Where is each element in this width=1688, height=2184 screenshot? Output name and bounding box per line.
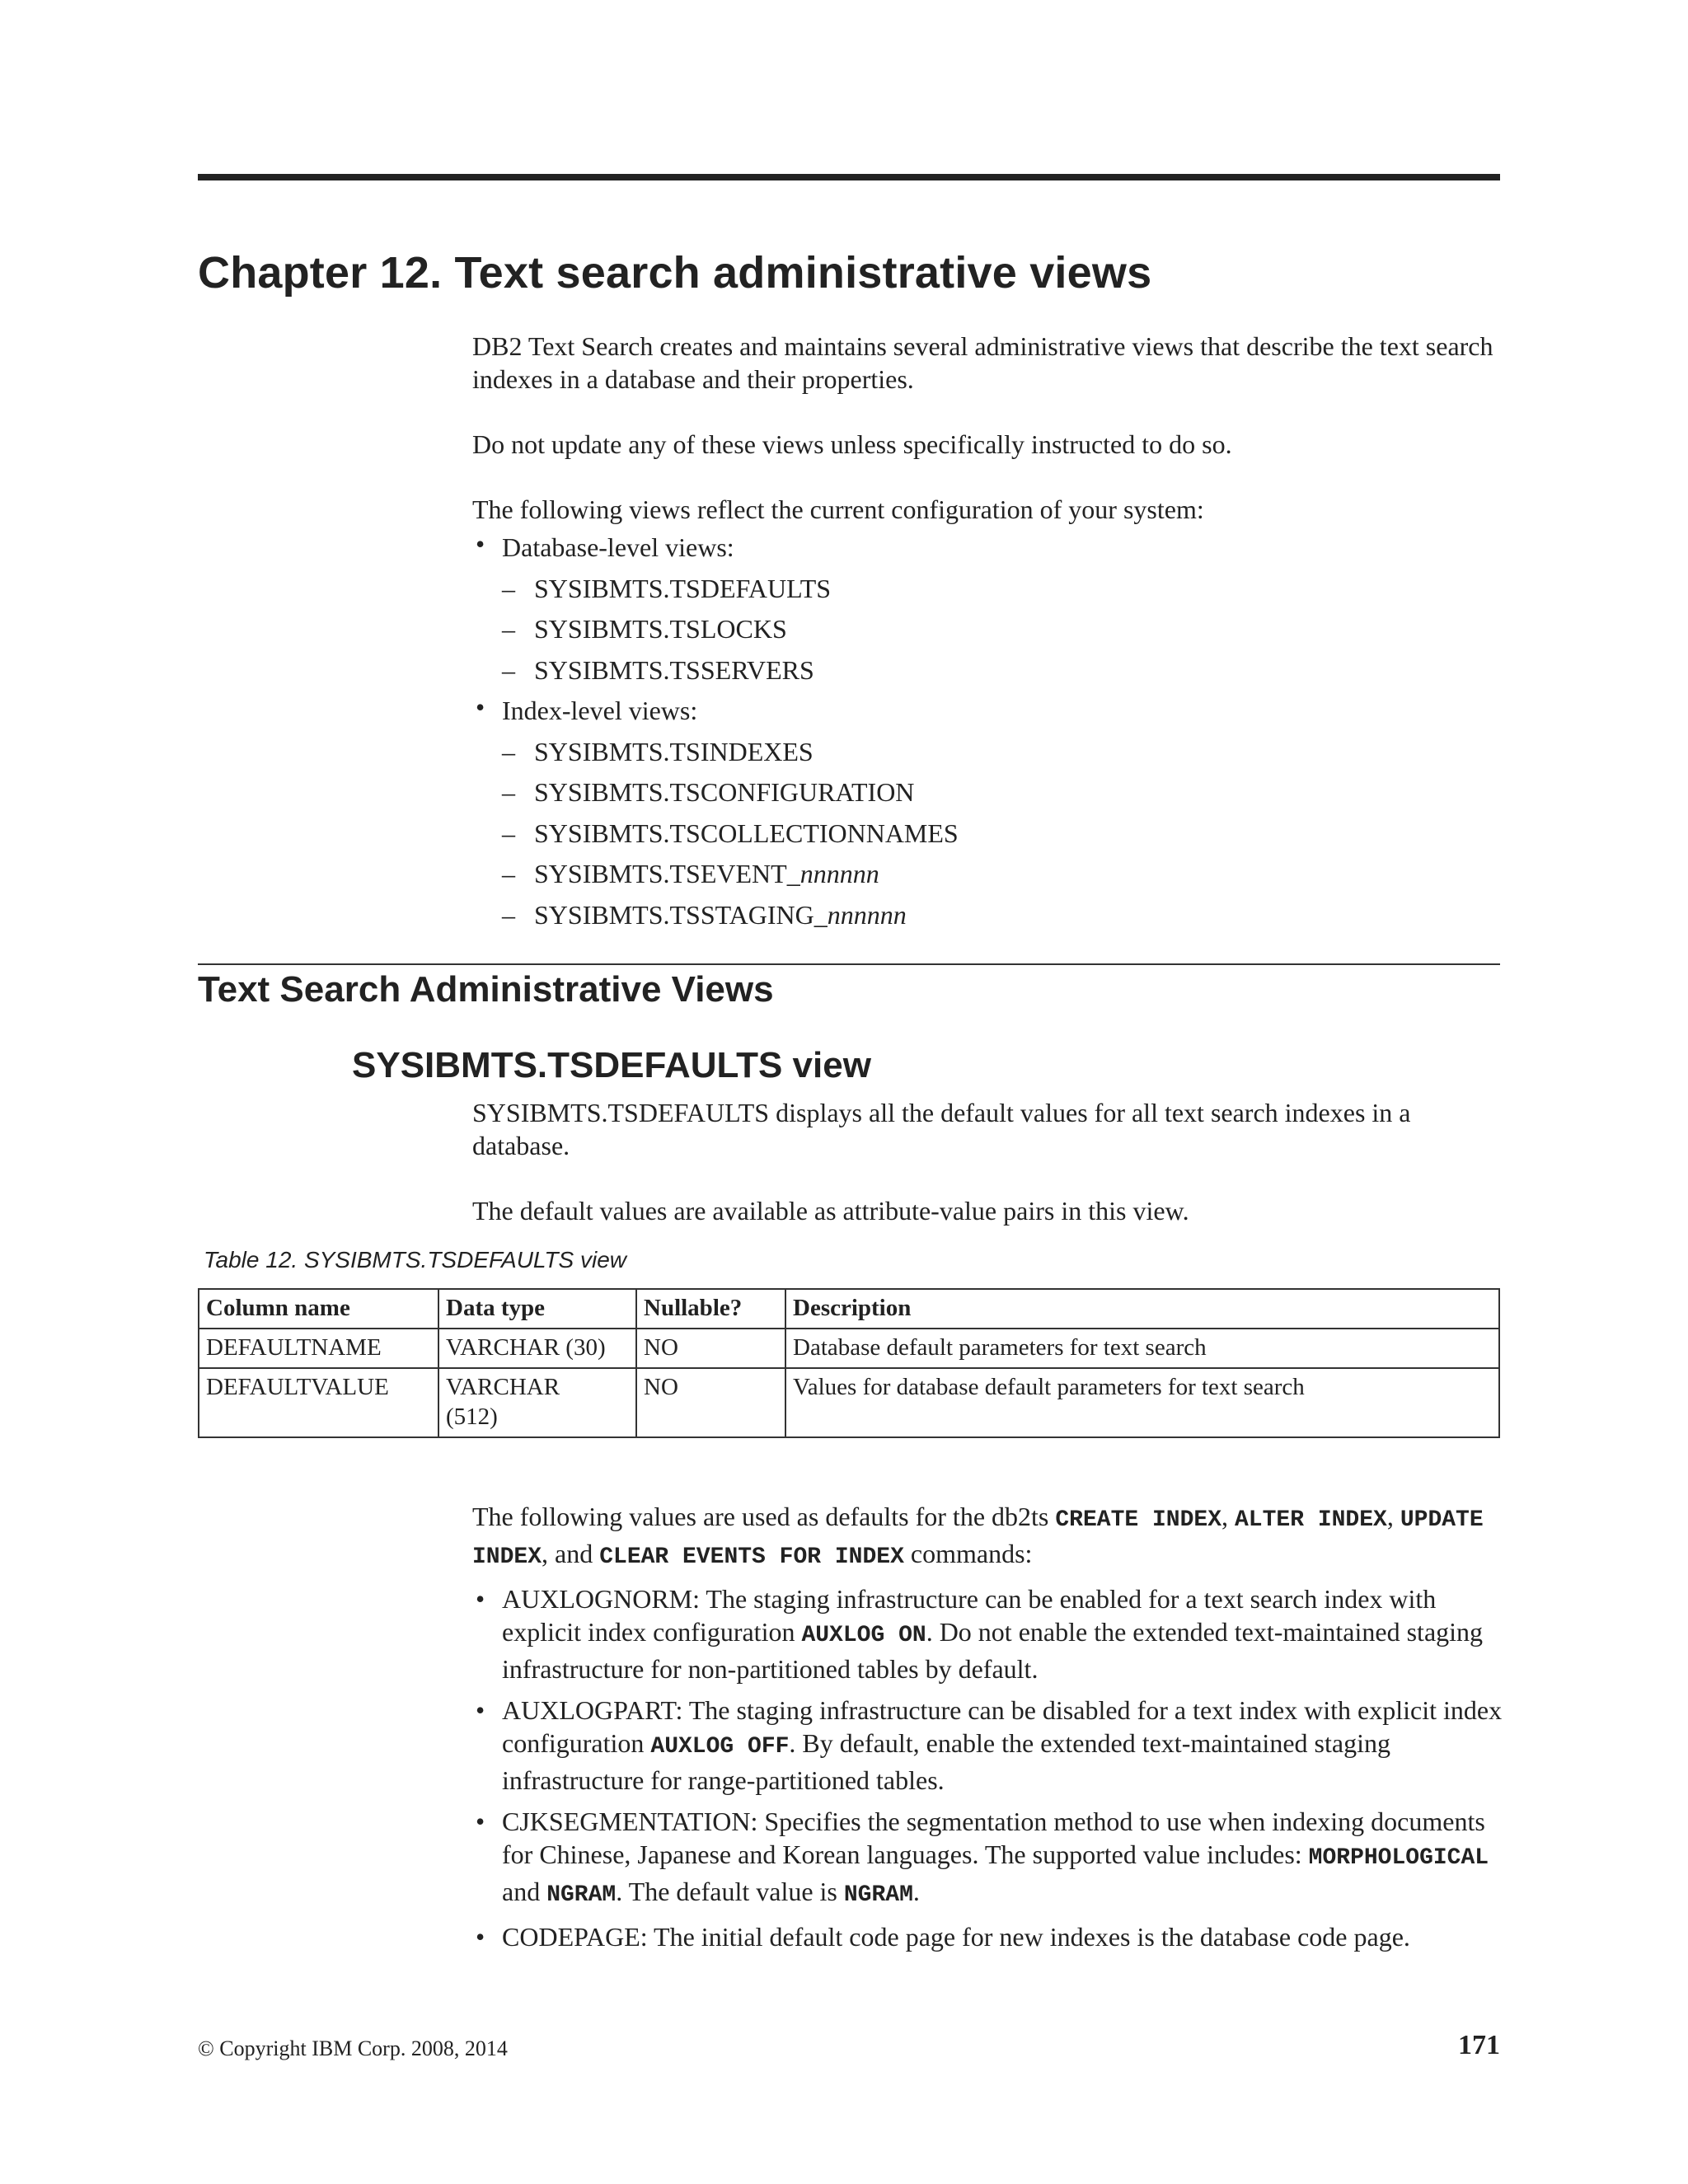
subsection-paragraph-1: SYSIBMTS.TSDEFAULTS displays all the default values for all text search indexes in a database. (472, 1098, 1411, 1160)
staging-view-suffix: nnnnnn (827, 899, 907, 930)
cjk-text: CJKSEGMENTATION: Specifies the segmentation method to use when indexing documents for Chinese, Japanese and Korean languages. The supported value includes: (502, 1807, 1485, 1869)
chapter-top-rule (198, 174, 1500, 180)
footer-page-number: 171 (1458, 2030, 1500, 2060)
view-item-staging (472, 895, 1503, 936)
auxlognorm-text: AUXLOGNORM: The staging infrastructure can be enabled for a text search index with explicit index configuration (502, 1584, 1437, 1647)
view-item: – SYSIBMTS.TSSERVERS (472, 650, 1503, 691)
command-clear-events: CLEAR EVENTS FOR INDEX (599, 1544, 904, 1570)
section-title: Text Search Administrative Views (198, 969, 774, 1010)
table-header-cell: Column name (199, 1289, 438, 1329)
chapter-title: Chapter 12. Text search administrative views (198, 248, 1152, 298)
cjk-default-text: . The default value is (616, 1877, 844, 1906)
defaults-item-codepage: • CODEPAGE: The initial default code page for new indexes is the database code page. (472, 1920, 1503, 1953)
defaults-item-auxlogpart (472, 1694, 1503, 1797)
table-cell: Values for database default parameters for text search (785, 1368, 1499, 1437)
index-views-label: • Index-level views: (502, 696, 698, 725)
table-cell: Database default parameters for text search (785, 1329, 1499, 1368)
command-create-index: CREATE INDEX (1055, 1507, 1221, 1533)
staging-view-prefix: SYSIBMTS.TSSTAGING_ (534, 899, 828, 930)
separator: , (1386, 1502, 1400, 1531)
defaults-intro-tail: commands: (903, 1539, 1033, 1568)
view-item: – SYSIBMTS.TSLOCKS (472, 609, 1503, 650)
intro-paragraph-2: Do not update any of these views unless specifically instructed to do so. (472, 429, 1232, 459)
intro-paragraph-3: The following views reflect the current configuration of your system: (472, 494, 1204, 524)
separator: , and (542, 1539, 600, 1568)
table-cell: VARCHAR (512) (438, 1368, 636, 1437)
auxlog-off-code: AUXLOG OFF (650, 1734, 790, 1760)
view-item: – SYSIBMTS.TSDEFAULTS (472, 569, 1503, 610)
command-alter-index: ALTER INDEX (1235, 1507, 1387, 1533)
defaults-intro-text: The following values are used as defaults for the db2ts (472, 1502, 1056, 1531)
defaults-intro (472, 1500, 1503, 1574)
table-row (199, 1368, 1499, 1437)
subsection-title: SYSIBMTS.TSDEFAULTS view (352, 1045, 871, 1085)
database-views-label: • Database-level views: (502, 532, 734, 562)
cjk-period: . (912, 1877, 920, 1906)
index-views-sublist (472, 732, 1503, 936)
subsection-paragraph-2: The default values are available as attribute-value pairs in this view. (472, 1196, 1189, 1226)
event-view-suffix: nnnnnn (799, 859, 879, 888)
defaults-item-auxlognorm (472, 1582, 1503, 1685)
table-header-cell: Nullable? (636, 1289, 785, 1329)
views-list-2 (472, 691, 1503, 732)
command-update-index: UPDATE INDEX (472, 1507, 1484, 1570)
subsection-intro (472, 1096, 1503, 1227)
view-item-event (472, 854, 1503, 895)
table-header-row (199, 1289, 1499, 1329)
tsdefaults-table (198, 1288, 1500, 1438)
chapter-intro (472, 330, 1503, 935)
auxlogpart-text: AUXLOGPART: The staging infrastructure can be disabled for a text index with explicit index configuration (502, 1695, 1503, 1758)
view-item: – SYSIBMTS.TSINDEXES (472, 732, 1503, 773)
table-header-cell: Description (785, 1289, 1499, 1329)
table-cell: NO (636, 1368, 785, 1437)
view-item: – SYSIBMTS.TSCOLLECTIONNAMES (472, 813, 1503, 855)
table-caption: Table 12. SYSIBMTS.TSDEFAULTS view (204, 1247, 626, 1272)
table-header-cell: Data type (438, 1289, 636, 1329)
database-views-item (472, 527, 1503, 569)
ngram-code: NGRAM (546, 1882, 617, 1908)
view-item: – SYSIBMTS.TSCONFIGURATION (472, 772, 1503, 813)
separator: , (1221, 1502, 1235, 1531)
defaults-item-cjksegmentation (472, 1805, 1503, 1912)
auxlogpart-tail: . By default, enable the extended text-maintained staging infrastructure for range-partitioned tables. (502, 1728, 1390, 1795)
defaults-section (472, 1500, 1503, 1953)
morphological-code: MORPHOLOGICAL (1308, 1845, 1489, 1871)
table-row (199, 1329, 1499, 1368)
footer-copyright: © Copyright IBM Corp. 2008, 2014 (198, 2036, 508, 2060)
event-view-prefix: SYSIBMTS.TSEVENT_ (534, 859, 800, 888)
ngram-default-code: NGRAM (843, 1882, 913, 1908)
table-cell: NO (636, 1329, 785, 1368)
auxlognorm-tail: . Do not enable the extended text-maintained staging infrastructure for non-partitioned tables by default. (502, 1617, 1484, 1684)
defaults-list (472, 1582, 1503, 1953)
table-cell: VARCHAR (30) (438, 1329, 636, 1368)
cjk-and: and (502, 1877, 547, 1906)
intro-paragraph-1: DB2 Text Search creates and maintains several administrative views that describe the text search indexes in a database and their properties. (472, 331, 1493, 394)
section-rule (198, 963, 1500, 965)
table-cell: DEFAULTNAME (199, 1329, 438, 1368)
database-views-sublist (472, 569, 1503, 691)
auxlog-on-code: AUXLOG ON (801, 1623, 926, 1648)
table-cell: DEFAULTVALUE (199, 1368, 438, 1437)
views-list (472, 527, 1503, 569)
index-views-item (472, 691, 1503, 732)
